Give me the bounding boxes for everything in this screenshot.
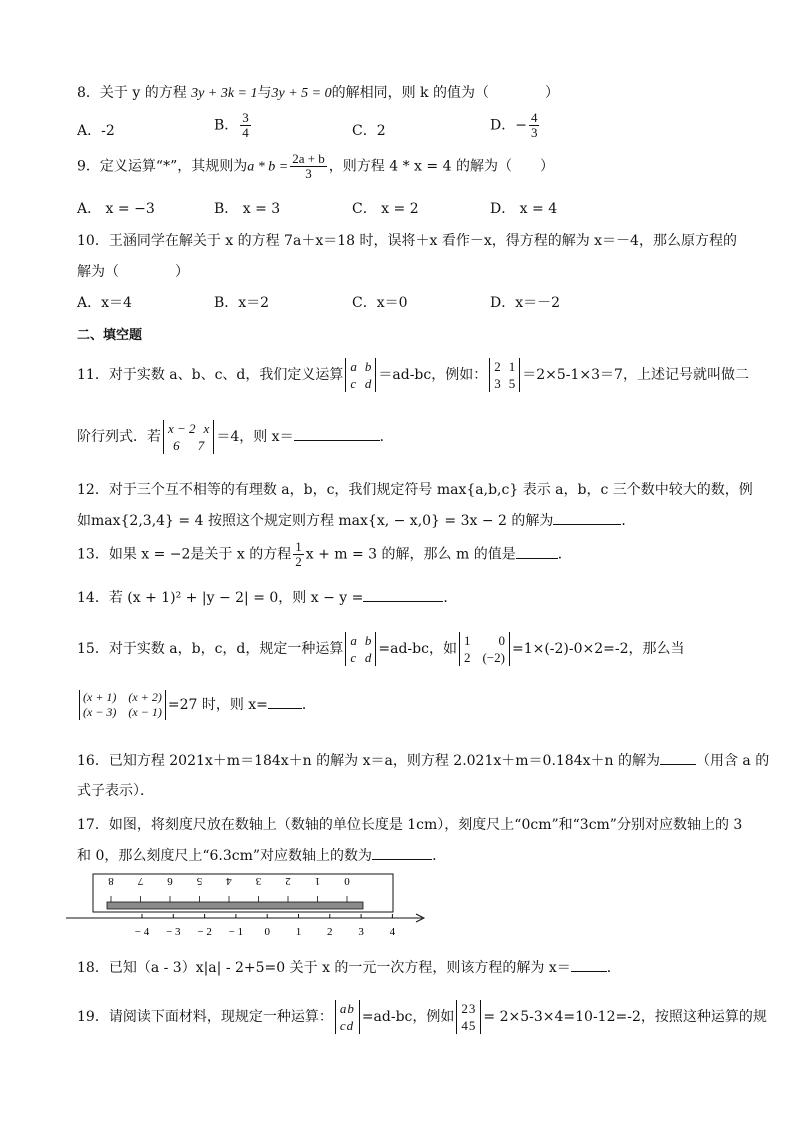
det-cell: b — [364, 633, 372, 648]
q12-answer-blank[interactable] — [553, 510, 621, 525]
q8-option-b-label: B． — [214, 117, 239, 134]
q9-stem — [77, 152, 554, 181]
q9-option-d[interactable]: D． x = 4 — [490, 201, 558, 217]
det-cell: (−2) — [482, 650, 505, 665]
ruler-label: 3 — [255, 875, 262, 887]
q9-option-a[interactable]: A． x = −3 — [77, 201, 155, 217]
q9-option-c[interactable]: C． x = 2 — [352, 201, 419, 217]
det-cell: (x − 3) — [83, 705, 117, 719]
det-cell: c — [350, 650, 357, 665]
axis-ticks — [142, 914, 392, 918]
q13-text-b: x + m = 3 的解，那么 m 的值是 — [305, 546, 516, 563]
q9-expr: a * b = — [247, 159, 289, 175]
q8-option-a[interactable] — [77, 120, 115, 140]
q8-option-a-label: A．-2 — [77, 123, 115, 139]
ruler-label: 0 — [344, 875, 350, 887]
q15-determinant-problem — [79, 690, 166, 720]
q10-option-d[interactable]: D．x＝－2 — [490, 295, 561, 311]
q11-text-b: ＝ad-bc，例如： — [378, 367, 488, 383]
ruler-scale-bar — [107, 902, 363, 909]
axis-label: 2 — [327, 926, 333, 938]
q9-text: 9．定义运算“*”，其规则为 — [77, 158, 248, 175]
det-cell: 2 — [494, 359, 501, 374]
q15-determinant-example — [459, 632, 510, 666]
q15-line1 — [77, 632, 685, 666]
det-cell: x − 2 — [168, 421, 196, 436]
det-cell: 45 — [461, 1018, 477, 1033]
q9-den: 3 — [305, 166, 312, 181]
det-cell: a — [350, 633, 357, 648]
q18-text: 18．已知（a - 3）x|a| - 2+5=0 关于 x 的一元一次方程，则该方程的解为 x＝ — [77, 960, 571, 976]
q17-line1: 17．如图，将刻度尺放在数轴上（数轴的单位长度是 1cm），刻度尺上“0cm”和“3cm”分别对应数轴上的 3 — [77, 817, 743, 833]
q11-line1 — [77, 358, 749, 392]
q9-option-b[interactable]: B． x = 3 — [214, 201, 281, 217]
axis-label: 1 — [295, 926, 302, 938]
axis-label: 4 — [389, 926, 396, 938]
ruler-label: 4 — [226, 875, 232, 887]
q15-text-d: =27 时，则 x= — [167, 697, 268, 713]
det-cell: (x + 2) — [128, 690, 162, 704]
q16-text-end: （用含 a 的 — [695, 753, 770, 769]
q19-text-c: = 2×5-3×4=10-12=-2，按照这种运算的规 — [483, 1009, 767, 1025]
ruler-label: 7 — [137, 875, 144, 887]
axis-label: 0 — [264, 926, 270, 938]
q10-option-b[interactable]: B．x＝2 — [214, 295, 270, 311]
q11-answer-blank[interactable] — [294, 426, 380, 441]
q8-d-num: 4 — [530, 110, 538, 125]
q11-determinant-problem — [163, 420, 214, 454]
q8-mid: 与 — [257, 85, 272, 101]
q8-option-d[interactable] — [490, 111, 541, 140]
q8-b-den: 4 — [242, 125, 249, 140]
q13-num: 1 — [295, 539, 302, 554]
q15-text-b: =ad-bc，如 — [378, 641, 457, 657]
q15-answer-blank[interactable] — [268, 694, 302, 709]
axis-label: − 1 — [228, 926, 244, 938]
q13-text-a: 13．如果 x = −2是关于 x 的方程 — [77, 546, 292, 563]
q9-tail: ，则方程 4 * x = 4 的解为（ ） — [328, 158, 554, 175]
det-cell: 2 — [463, 650, 471, 665]
q8-option-c-label: C．2 — [352, 123, 386, 139]
q11-text-c: ＝2×5-1×3＝7，上述记号就叫做二 — [522, 367, 749, 383]
q12-text: 如max{2,3,4} = 4 按照这个规定则方程 max{x, − x,0} = 3x − 2 的解为 — [77, 513, 554, 529]
q8-option-b[interactable] — [214, 111, 253, 140]
section-title: 二、填空题 — [77, 328, 143, 343]
q13-text-c: ． — [557, 546, 572, 563]
q8-eq1: 3y + 3k = 1 — [191, 86, 258, 101]
det-cell: 23 — [461, 1001, 477, 1016]
det-cell: x — [203, 421, 210, 436]
q8-d-den: 3 — [530, 125, 538, 140]
q13-fraction — [293, 540, 304, 569]
q8-option-d-fraction — [529, 111, 540, 140]
q9-fraction — [290, 152, 327, 181]
q10-line2: 解为（ ） — [77, 264, 189, 280]
ruler-label: 6 — [167, 875, 173, 887]
q15-line2 — [77, 690, 316, 720]
det-cell: 1 — [508, 359, 516, 374]
q15-text-c: =1×(-2)-0×2=-2，那么当 — [511, 641, 685, 657]
q11-text-a: 11．对于实数 a、b、c、d，我们定义运算 — [77, 367, 344, 383]
q8-b-num: 3 — [242, 110, 249, 125]
q8-stem — [77, 82, 559, 102]
axis-labels — [135, 926, 396, 938]
axis-label: − 4 — [134, 926, 150, 938]
q19-determinant-def — [335, 1000, 360, 1034]
q8-option-d-label: D．− — [490, 117, 527, 134]
ruler-label: 5 — [196, 875, 203, 887]
q11-determinant-example — [489, 358, 520, 392]
q16-answer-blank[interactable] — [660, 750, 696, 765]
q17-end: ． — [432, 848, 447, 864]
q19-text-a: 19．请阅读下面材料，现规定一种运算： — [77, 1009, 333, 1025]
q14-end: ． — [443, 590, 458, 606]
q16-text: 16．已知方程 2021x＋m＝184x＋n 的解为 x＝a，则方程 2.021x＋m＝0.184x＋n 的解为 — [77, 753, 660, 769]
q14-answer-blank[interactable] — [363, 587, 443, 602]
ruler-number-line-figure — [66, 872, 436, 942]
q17-line2 — [77, 845, 446, 865]
ruler-label: 1 — [314, 875, 321, 887]
q16-line1 — [77, 750, 769, 770]
det-cell: 0 — [498, 633, 505, 648]
q14-line — [77, 587, 457, 607]
q11-line2 — [77, 420, 394, 454]
ruler-label: 2 — [285, 875, 291, 887]
q13-line — [77, 540, 572, 569]
q8-eq2: 3y + 5 = 0 — [271, 86, 332, 101]
q11-text-d: 阶行列式．若 — [77, 429, 161, 445]
q14-text: 14．若 (x + 1)² + |y − 2| = 0，则 x − y = — [77, 590, 364, 606]
det-cell: a — [350, 359, 357, 374]
det-cell: 1 — [463, 633, 471, 648]
axis-label: − 2 — [197, 926, 212, 938]
q15-text-a: 15．对于实数 a，b，c，d，规定一种运算 — [77, 641, 344, 657]
ruler-label: 8 — [108, 875, 114, 887]
q10-line1: 10．王涵同学在解关于 x 的方程 7a＋x＝18 时，误将＋x 看作－x，得方程的解为 x＝－4，那么原方程的 — [77, 233, 737, 249]
det-cell: ab — [339, 1001, 355, 1016]
q12-line1: 12．对于三个互不相等的有理数 a，b，c，我们规定符号 max{a,b,c} 表示 a，b，c 三个数中较大的数，例 — [77, 482, 753, 498]
q8-tail: 的解相同，则 k 的值为（ ） — [331, 85, 559, 101]
axis-label: 3 — [358, 926, 364, 938]
q8-option-c[interactable] — [352, 120, 386, 140]
q8-option-b-fraction — [240, 111, 251, 140]
q19-line — [77, 1000, 767, 1034]
q18-line — [77, 957, 621, 977]
ruler-ticks — [111, 896, 347, 902]
axis-label: − 3 — [166, 926, 181, 938]
q10-option-c[interactable]: C．x＝0 — [352, 295, 408, 311]
det-cell: (x + 1) — [83, 690, 117, 704]
q15-end: ． — [301, 697, 316, 713]
q9-num: 2a + b — [292, 151, 325, 166]
det-cell: b — [364, 359, 372, 374]
q11-text-e: ＝4，则 x＝ — [216, 429, 294, 445]
q15-determinant-def — [345, 632, 376, 666]
q10-option-a[interactable]: A．x＝4 — [77, 295, 132, 311]
det-cell: c — [350, 376, 357, 391]
q13-den: 2 — [295, 554, 302, 569]
q19-determinant-example — [456, 1000, 481, 1034]
ruler-labels — [108, 875, 350, 887]
q16-line2: 式子表示）． — [77, 783, 154, 799]
det-cell: 7 — [197, 438, 205, 453]
det-cell: 3 — [494, 376, 501, 391]
q18-answer-blank[interactable] — [571, 957, 607, 972]
det-cell: 6 — [173, 438, 180, 453]
det-cell: d — [364, 650, 372, 665]
det-cell: 5 — [508, 376, 516, 391]
det-cell: (x − 1) — [128, 705, 162, 719]
det-cell: d — [364, 376, 372, 391]
q13-answer-blank[interactable] — [516, 544, 558, 559]
q19-text-b: =ad-bc，例如 — [361, 1009, 455, 1025]
q8-text: 8．关于 y 的方程 — [77, 85, 187, 101]
q11-text-f: ． — [379, 429, 394, 445]
q17-answer-blank[interactable] — [372, 845, 432, 860]
q11-determinant-def — [345, 358, 376, 392]
q12-line2 — [77, 510, 635, 530]
q12-end: ． — [621, 513, 636, 529]
q17-text: 和 0，那么刻度尺上“6.3cm”对应数轴上的数为 — [77, 848, 373, 864]
q18-end: ． — [606, 960, 621, 976]
det-cell: cd — [339, 1018, 355, 1033]
